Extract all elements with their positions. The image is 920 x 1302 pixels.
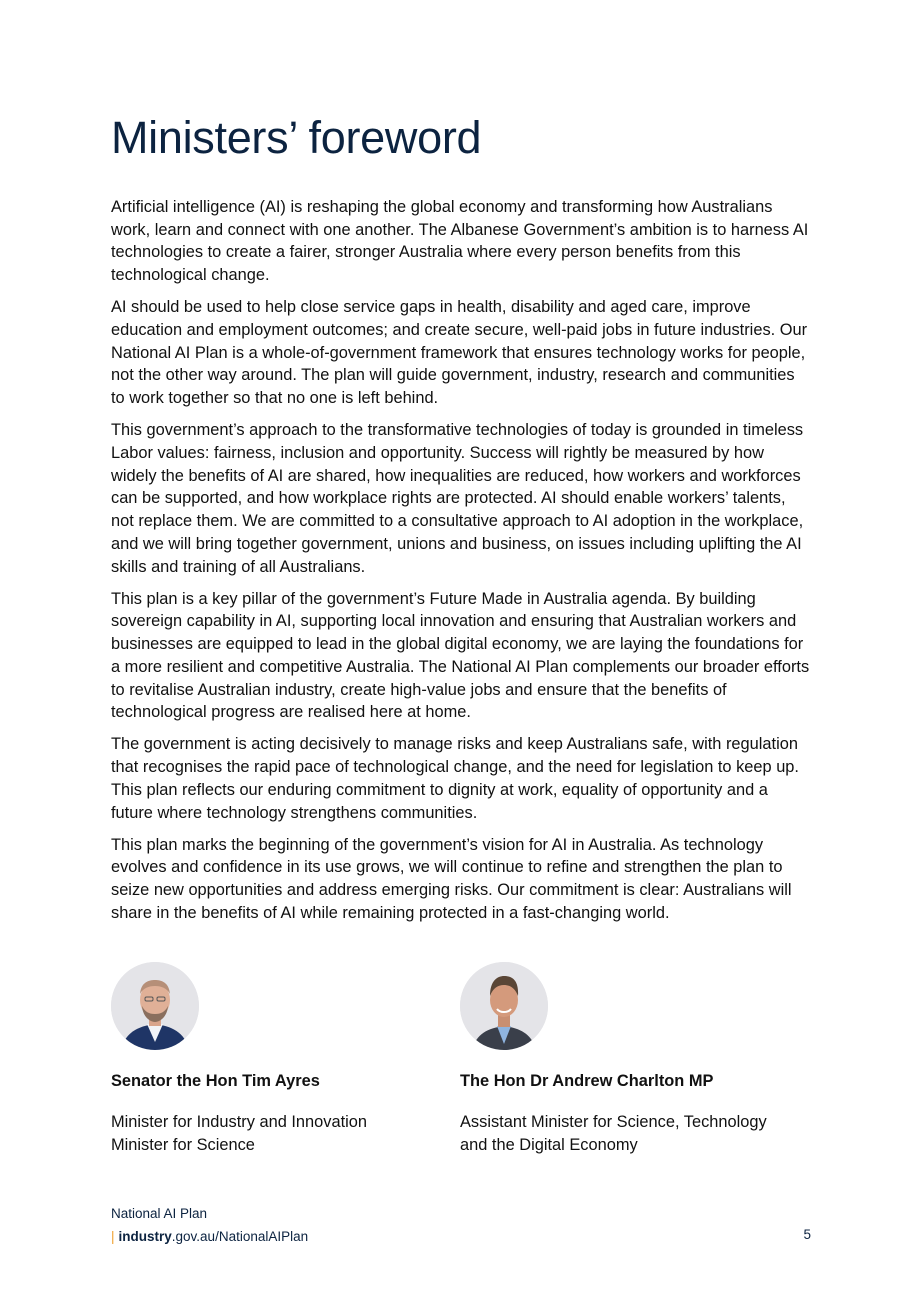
paragraph-6: This plan marks the beginning of the government’s vision for AI in Australia. As technology evolves and confidence in its use grows, we will continue to refine and strengthen the plan to seize new opportunities and address emerging risks. Our commitment is clear: Australians will share in the benefits of AI while remaining protected in a fast-changing world. — [111, 835, 792, 922]
paragraph-3: This government’s approach to the transformative technologies of today is grounded in timeless Labor values: fairness, inclusion and opportunity. Success will rightly be measured by how widely the benefits of AI are shared, how inequalities are reduced, how workers and workforces can be supported, and how workplace rights are protected. AI should enable workers’ talents, not replace them. We are committed to a consultative approach to AI adoption in the workplace, and we will bring together government, unions and business, on issues including uplifting the AI skills and training of all Australians. — [111, 421, 804, 576]
paragraph-1: Artificial intelligence (AI) is reshaping the global economy and transforming how Australians work, learn and connect with one another. The Albanese Government’s ambition is to harness AI technologies to create a fairer, stronger Australia where every person benefits from this technological change. — [111, 198, 809, 285]
signatories — [111, 962, 811, 1152]
signatory-roles — [111, 1111, 451, 1156]
signatory-name: Senator the Hon Tim Ayres — [111, 1072, 320, 1090]
foreword-body — [111, 196, 811, 934]
signatory-role: Assistant Minister for Science, Technology — [460, 1113, 767, 1131]
portrait-photo-charlton — [460, 962, 548, 1050]
paragraph-4: This plan is a key pillar of the government’s Future Made in Australia agenda. By building sovereign capability in AI, supporting local innovation and ensuring that Australian workers and businesses are equipped to lead in the global digital economy, we are laying the foundations for a more resilient and competitive Australia. The National AI Plan complements our broader efforts to revitalise Australian industry, create high-value jobs and ensure that the benefits of technological progress are realised here at home. — [111, 589, 810, 722]
signatory-charlton — [460, 962, 800, 1156]
footer-divider-bar: | — [111, 1229, 115, 1244]
page-number: 5 — [803, 1227, 811, 1242]
paragraph-2: AI should be used to help close service gaps in health, disability and aged care, improve education and employment outcomes; and create secure, well-paid jobs in future industries. Our National AI Plan is a whole-of-government framework that ensures technology works for people, not the other way around. The plan will guide government, industry, research and communities to work together so that no one is left behind. — [111, 298, 808, 408]
signatory-name: The Hon Dr Andrew Charlton MP — [460, 1072, 714, 1090]
signatory-role: Minister for Science — [111, 1135, 255, 1154]
paragraph-5: The government is acting decisively to manage risks and keep Australians safe, with regulation that recognises the rapid pace of technological change, and the need for legislation to keep up. This plan reflects our enduring commitment to dignity at work, equality of opportunity and a future where technology strengthens communities. — [111, 735, 799, 822]
portrait-photo-ayres — [111, 962, 199, 1050]
footer-url[interactable] — [111, 1227, 811, 1246]
page-footer — [111, 1204, 811, 1246]
signatory-role: and the Digital Economy — [460, 1135, 638, 1154]
footer-url-path[interactable]: .gov.au/NationalAIPlan — [171, 1229, 309, 1244]
signatory-ayres — [111, 962, 451, 1156]
footer-url-domain[interactable]: industry — [118, 1229, 172, 1244]
footer-publication-title: National AI Plan — [111, 1206, 208, 1221]
signatory-roles — [460, 1111, 800, 1156]
signatory-role: Minister for Industry and Innovation — [111, 1113, 368, 1131]
page-title: Ministers’ foreword — [111, 112, 482, 163]
